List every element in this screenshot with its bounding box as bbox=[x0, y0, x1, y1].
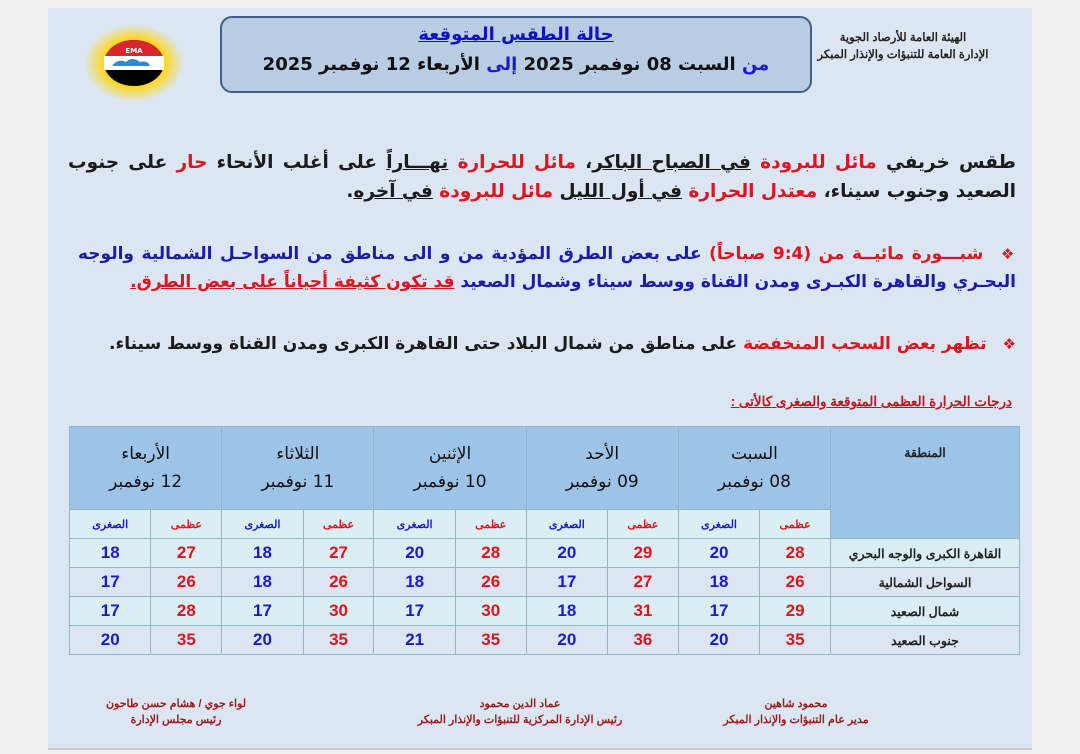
min-temperature: 17 bbox=[526, 568, 607, 597]
region-name: شمال الصعيد bbox=[831, 597, 1020, 626]
max-temperature: 30 bbox=[303, 597, 374, 626]
org-line-1: الهيئة العامة للأرصاد الجوية bbox=[839, 32, 967, 44]
max-label: عظمى bbox=[151, 510, 222, 539]
min-temperature: 18 bbox=[70, 539, 151, 568]
ema-logo bbox=[84, 24, 184, 102]
min-label: الصغرى bbox=[374, 510, 455, 539]
region-name: القاهرة الكبرى والوجه البحري bbox=[831, 539, 1020, 568]
min-temperature: 18 bbox=[526, 597, 607, 626]
min-temperature: 17 bbox=[222, 597, 303, 626]
day-date: 12 نوفمبر bbox=[109, 472, 183, 492]
day-header bbox=[222, 427, 374, 510]
fog-alert bbox=[78, 240, 1016, 296]
temperature-table bbox=[69, 426, 1020, 655]
table-row bbox=[70, 539, 1020, 568]
summary-text: طقس خريفي bbox=[886, 152, 1016, 173]
alert-highlight: شبـــورة مائيــة من (9:4 صباحاً) bbox=[709, 244, 984, 264]
day-name: الإثنين bbox=[428, 444, 472, 464]
summary-highlight: مائل للبرودة bbox=[439, 181, 554, 202]
min-temperature: 17 bbox=[70, 597, 151, 626]
period-from-word: من bbox=[741, 54, 770, 75]
day-header bbox=[678, 427, 830, 510]
min-temperature: 20 bbox=[374, 539, 455, 568]
min-label: الصغرى bbox=[70, 510, 151, 539]
min-temperature: 20 bbox=[526, 539, 607, 568]
summary-text: على أغلب الأنحاء bbox=[216, 152, 377, 173]
day-header bbox=[526, 427, 678, 510]
day-date: 10 نوفمبر bbox=[413, 472, 487, 492]
summary-underlined: في الصباح الباكر bbox=[592, 152, 751, 173]
day-name: السبت bbox=[730, 444, 778, 464]
min-label: الصغرى bbox=[678, 510, 759, 539]
max-label: عظمى bbox=[608, 510, 679, 539]
signature-name: لواء جوي / هشام حسن طاحون bbox=[105, 698, 247, 710]
period-to-word: إلى bbox=[486, 54, 518, 75]
min-temperature: 18 bbox=[222, 539, 303, 568]
signature-title: رئيس مجلس الإدارة bbox=[130, 714, 222, 726]
max-temperature: 26 bbox=[760, 568, 831, 597]
signature-central-head bbox=[390, 696, 650, 728]
signature-name: عماد الدين محمود bbox=[479, 698, 561, 710]
forecast-page bbox=[48, 8, 1032, 750]
summary-highlight: معتدل الحرارة bbox=[688, 181, 818, 202]
min-temperature: 18 bbox=[222, 568, 303, 597]
day-header bbox=[374, 427, 526, 510]
weather-summary bbox=[68, 148, 1016, 206]
day-date: 08 نوفمبر bbox=[717, 472, 791, 492]
max-temperature: 27 bbox=[303, 539, 374, 568]
min-temperature: 20 bbox=[222, 626, 303, 655]
region-name: السواحل الشمالية bbox=[831, 568, 1020, 597]
org-line-2: الإدارة العامة للتنبؤات والإنذار المبكر bbox=[817, 49, 989, 61]
min-label: الصغرى bbox=[222, 510, 303, 539]
day-header bbox=[70, 427, 222, 510]
summary-highlight: مائل للحرارة bbox=[457, 152, 576, 173]
organization-name bbox=[788, 30, 1018, 64]
table-row bbox=[70, 568, 1020, 597]
max-temperature: 26 bbox=[151, 568, 222, 597]
title-box bbox=[220, 16, 812, 93]
summary-highlight: مائل للبرودة bbox=[760, 152, 877, 173]
forecast-period bbox=[222, 54, 810, 75]
signature-title: مدير عام التنبؤات والإنذار المبكر bbox=[723, 714, 869, 726]
signature-title: رئيس الإدارة المركزية للتنبؤات والإنذار المبكر bbox=[417, 714, 623, 726]
min-temperature: 18 bbox=[374, 568, 455, 597]
max-temperature: 28 bbox=[151, 597, 222, 626]
alert-text: على مناطق من شمال البلاد حتى القاهرة الكبرى ومدن القناة ووسط سيناء. bbox=[109, 334, 738, 354]
region-header: المنطقة bbox=[831, 427, 1020, 539]
max-temperature: 29 bbox=[760, 597, 831, 626]
day-date: 11 نوفمبر bbox=[261, 472, 335, 492]
alert-text: على بعض الطرق المؤدية من و الى مناطق من السواحـل الشمالية والوجه البحـري والقاهرة الكبـرى ومدن القناة ووسط سيناء وشمال الصعيد bbox=[78, 244, 1016, 292]
page-title: حالة الطقس المتوقعة bbox=[418, 24, 614, 45]
max-temperature: 36 bbox=[608, 626, 679, 655]
logo-text: EMA bbox=[125, 47, 143, 55]
max-temperature: 27 bbox=[151, 539, 222, 568]
max-temperature: 35 bbox=[303, 626, 374, 655]
max-temperature: 35 bbox=[455, 626, 526, 655]
max-temperature: 31 bbox=[608, 597, 679, 626]
day-name: الأحد bbox=[585, 444, 620, 464]
summary-underlined: نهـــاراً bbox=[386, 152, 449, 173]
summary-text: ، bbox=[585, 152, 593, 173]
period-to-date: الأربعاء 12 نوفمبر 2025 bbox=[262, 54, 480, 75]
diamond-bullet-icon: ❖ bbox=[1002, 335, 1016, 353]
min-temperature: 17 bbox=[678, 597, 759, 626]
day-date: 09 نوفمبر bbox=[565, 472, 639, 492]
summary-underlined: في أول الليل bbox=[559, 181, 683, 202]
summary-highlight: حار bbox=[176, 152, 208, 173]
min-temperature: 20 bbox=[678, 539, 759, 568]
day-name: الأربعاء bbox=[121, 444, 170, 464]
summary-text: على جنوب الصعيد وجنوب سيناء، bbox=[68, 152, 1016, 202]
min-temperature: 17 bbox=[70, 568, 151, 597]
max-temperature: 26 bbox=[303, 568, 374, 597]
period-from-date: السبت 08 نوفمبر 2025 bbox=[523, 54, 736, 75]
max-temperature: 30 bbox=[455, 597, 526, 626]
max-temperature: 28 bbox=[760, 539, 831, 568]
min-label: الصغرى bbox=[526, 510, 607, 539]
diamond-bullet-icon: ❖ bbox=[1000, 245, 1016, 263]
alert-warning: قد تكون كثيفة أحياناً على بعض الطرق. bbox=[130, 272, 455, 292]
alert-highlight: تظهر بعض السحب المنخفضة bbox=[743, 334, 987, 354]
max-label: عظمى bbox=[760, 510, 831, 539]
max-label: عظمى bbox=[455, 510, 526, 539]
cloud-alert bbox=[78, 330, 1016, 358]
summary-underlined: في آخره bbox=[353, 181, 433, 202]
min-temperature: 21 bbox=[374, 626, 455, 655]
table-row bbox=[70, 626, 1020, 655]
min-temperature: 18 bbox=[678, 568, 759, 597]
min-temperature: 20 bbox=[678, 626, 759, 655]
max-temperature: 28 bbox=[455, 539, 526, 568]
signature-chairman bbox=[86, 696, 266, 728]
min-temperature: 17 bbox=[374, 597, 455, 626]
max-temperature: 35 bbox=[151, 626, 222, 655]
summary-text: . bbox=[346, 181, 354, 202]
signature-name: محمود شاهين bbox=[764, 698, 828, 710]
min-temperature: 20 bbox=[70, 626, 151, 655]
day-name: الثلاثاء bbox=[276, 444, 320, 464]
max-temperature: 26 bbox=[455, 568, 526, 597]
signature-general-manager bbox=[676, 696, 916, 728]
region-name: جنوب الصعيد bbox=[831, 626, 1020, 655]
max-temperature: 35 bbox=[760, 626, 831, 655]
max-temperature: 27 bbox=[608, 568, 679, 597]
min-temperature: 20 bbox=[526, 626, 607, 655]
table-row bbox=[70, 597, 1020, 626]
max-temperature: 29 bbox=[608, 539, 679, 568]
table-title: درجات الحرارة العظمى المتوقعة والصغرى كالأتى : bbox=[730, 394, 1012, 409]
max-label: عظمى bbox=[303, 510, 374, 539]
